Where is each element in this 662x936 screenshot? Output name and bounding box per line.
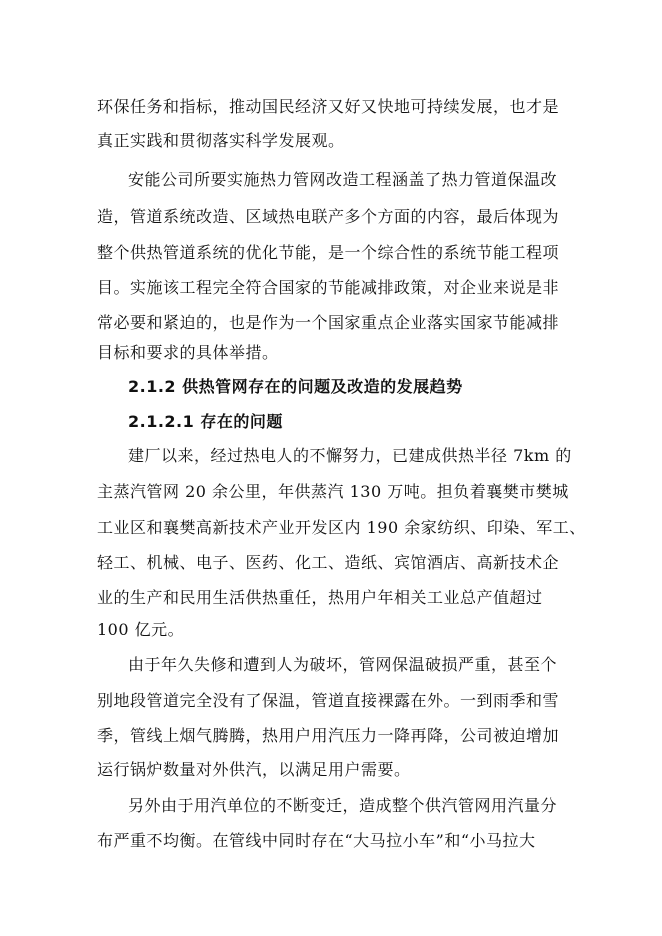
paragraph-line: 别地段管道完全没有了保温，管道直接裸露在外。一到雨季和雪 [97, 691, 560, 710]
paragraph-line: 安能公司所要实施热力管网改造工程涵盖了热力管道保温改 [128, 170, 558, 189]
section-heading: 2.1.2 供热管网存在的问题及改造的发展趋势 [128, 377, 463, 396]
paragraph-line: 建厂以来，经过热电人的不懈努力，已建成供热半径 7km 的 [128, 446, 572, 465]
paragraph-line: 目标和要求的具体举措。 [97, 343, 279, 362]
subsection-heading: 2.1.2.1 存在的问题 [128, 412, 283, 431]
paragraph-line: 真正实践和贯彻落实科学发展观。 [97, 131, 345, 150]
paragraph-line: 主蒸汽管网 20 余公里，年供蒸汽 130 万吨。担负着襄樊市樊城 [97, 482, 569, 501]
paragraph-line: 由于年久失修和遭到人为破坏，管网保温破损严重，甚至个 [128, 655, 558, 674]
paragraph-line: 另外由于用汽单位的不断变迁，造成整个供汽管网用汽量分 [128, 796, 558, 815]
paragraph-line: 环保任务和指标，推动国民经济又好又快地可持续发展，也才是 [97, 97, 560, 116]
paragraph-line: 运行锅炉数量对外供汽，以满足用户需要。 [97, 760, 411, 779]
paragraph-line: 100 亿元。 [97, 620, 185, 639]
paragraph-line: 工业区和襄樊高新技术产业开发区内 190 余家纺织、印染、军工、 [97, 518, 586, 537]
paragraph-line: 目。实施该工程完全符合国家的节能减排政策，对企业来说是非 [97, 278, 560, 297]
paragraph-line: 轻工、机械、电子、医药、化工、造纸、宾馆酒店、高新技术企 [97, 553, 560, 572]
paragraph-line: 布严重不均衡。在管线中同时存在“大马拉小车”和“小马拉大 [97, 831, 536, 850]
paragraph-line: 整个供热管道系统的优化节能，是一个综合性的系统节能工程项 [97, 243, 560, 262]
paragraph-line: 业的生产和民用生活供热重任，热用户年相关工业总产值超过 [97, 588, 543, 607]
paragraph-line: 造，管道系统改造、区域热电联产多个方面的内容，最后体现为 [97, 207, 560, 226]
paragraph-line: 常必要和紧迫的，也是作为一个国家重点企业落实国家节能减排 [97, 313, 560, 332]
paragraph-line: 季，管线上烟气腾腾，热用户用汽压力一降再降，公司被迫增加 [97, 726, 560, 745]
